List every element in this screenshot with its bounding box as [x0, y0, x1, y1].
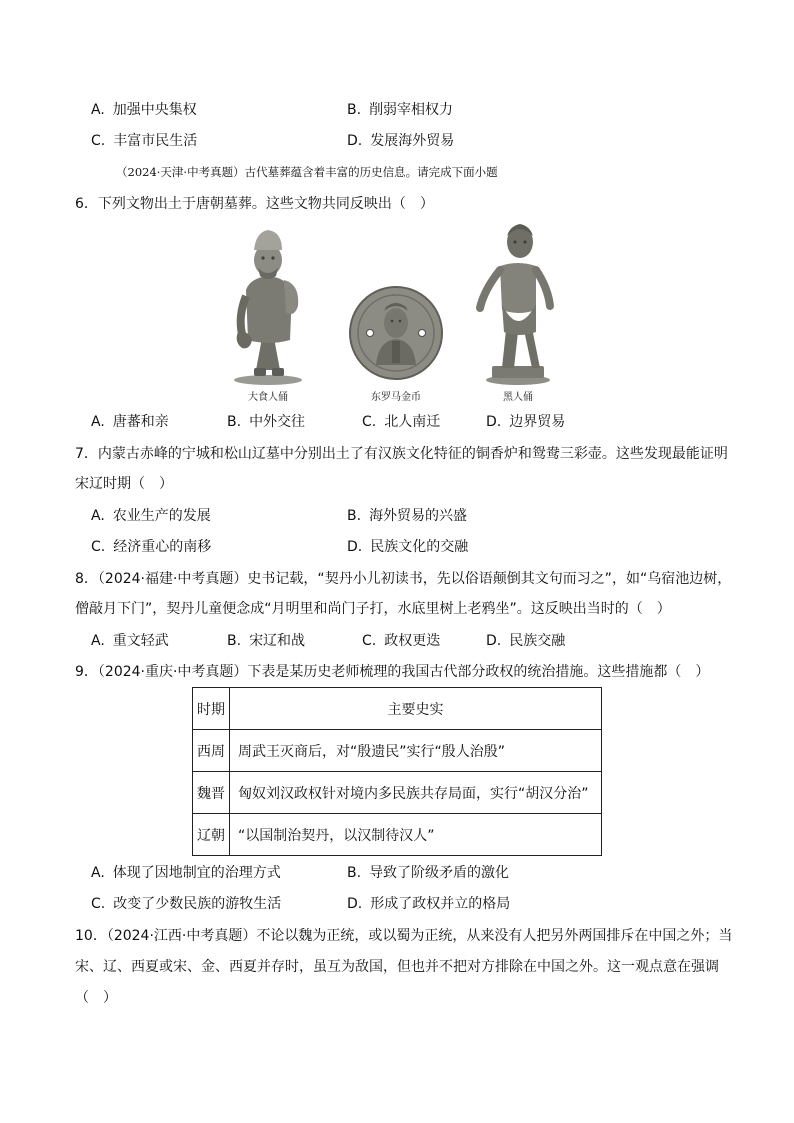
option-letter: C. [91, 896, 106, 912]
table-header-facts: 主要史实 [230, 688, 602, 730]
q5-option-b[interactable] [347, 100, 453, 120]
caption-black-figurine: 黑人俑 [503, 392, 533, 403]
dashi-figurine-image [228, 220, 308, 385]
q6-stem: 6．下列文物出土于唐朝墓葬。这些文物共同反映出（ ） [75, 196, 434, 212]
option-text: 海外贸易的兴盛 [369, 508, 468, 524]
q8-stem-line2: 僧敲月下门”，契丹儿童便念成“月明里和尚门子打，水底里树上老鸦坐”。这反映出当时的（ ） [75, 601, 671, 617]
caption-byzantine-coin: 东罗马金币 [371, 392, 421, 403]
q5-option-a[interactable] [91, 100, 197, 120]
table-row [193, 814, 602, 856]
option-letter: D. [347, 133, 363, 149]
q6-option-a[interactable] [91, 412, 169, 432]
option-letter: B. [227, 414, 242, 430]
table-header-period: 时期 [193, 688, 230, 730]
q6-option-c[interactable] [362, 412, 440, 432]
q9-option-d[interactable] [347, 894, 510, 914]
table-cell-fact: 匈奴刘汉政权针对境内多民族共存局面，实行“胡汉分治” [230, 772, 602, 814]
table-cell-period: 西周 [193, 730, 230, 772]
option-text: 宋辽和战 [249, 633, 306, 649]
table-cell-period: 魏晋 [193, 772, 230, 814]
option-text: 削弱宰相权力 [369, 102, 454, 118]
option-letter: A. [91, 508, 105, 524]
q7-option-b[interactable] [347, 506, 467, 526]
black-figurine-image [474, 220, 558, 385]
option-text: 加强中央集权 [112, 102, 197, 118]
q8-option-d[interactable] [486, 631, 565, 651]
q7-option-c[interactable] [91, 537, 211, 557]
q8-stem-line1: 8．（2024·福建·中考真题）史书记载，“契丹小儿初读书，先以俗语颠倒其文句而习之”，如“乌宿池边树， [75, 571, 732, 587]
q8-option-a[interactable] [91, 631, 169, 651]
q10-stem-line3: （ ） [75, 990, 117, 1006]
option-letter: A. [91, 633, 105, 649]
option-text: 中外交往 [249, 414, 306, 430]
q5-option-c[interactable] [91, 131, 197, 151]
option-text: 发展海外贸易 [370, 133, 455, 149]
q8-option-c[interactable] [362, 631, 440, 651]
option-letter: B. [347, 508, 362, 524]
table-cell-fact: “以国制治契丹，以汉制待汉人” [230, 814, 602, 856]
option-text: 丰富市民生活 [113, 133, 198, 149]
option-text: 民族文化的交融 [370, 539, 469, 555]
option-text: 边界贸易 [509, 414, 566, 430]
q5-option-d[interactable] [347, 131, 454, 151]
q7-option-a[interactable] [91, 506, 211, 526]
q7-option-d[interactable] [347, 537, 468, 557]
table-row [193, 730, 602, 772]
option-letter: C. [91, 539, 106, 555]
table-cell-fact: 周武王灭商后，对“殷遗民”实行“殷人治殷” [230, 730, 602, 772]
option-text: 政权更迭 [384, 633, 441, 649]
q6-option-d[interactable] [486, 412, 565, 432]
q8-option-b[interactable] [227, 631, 305, 651]
q7-stem-line2: 宋辽时期（ ） [75, 476, 173, 492]
q6-option-b[interactable] [227, 412, 305, 432]
q10-stem-line1: 10．（2024·江西·中考真题）不论以魏为正统，或以蜀为正统，从来没有人把另外两国排斥在中国之外；当 [75, 928, 733, 944]
group-intro: （2024·天津·中考真题）古代墓葬蕴含着丰富的历史信息。请完成下面小题 [116, 165, 498, 179]
option-text: 经济重心的南移 [113, 539, 212, 555]
option-letter: D. [486, 414, 502, 430]
table-row [193, 772, 602, 814]
option-letter: B. [347, 102, 362, 118]
option-text: 改变了少数民族的游牧生活 [113, 896, 282, 912]
option-letter: C. [362, 633, 377, 649]
option-letter: B. [227, 633, 242, 649]
q9-option-c[interactable] [91, 894, 281, 914]
option-letter: A. [91, 102, 105, 118]
q10-stem-line2: 宋、辽、西夏或宋、金、西夏并存时，虽互为敌国，但也并不把对方排除在中国之外。这一观点意在强调 [75, 959, 719, 975]
caption-dashi-figurine: 大食人俑 [248, 392, 288, 403]
byzantine-coin-image [348, 285, 444, 381]
option-text: 农业生产的发展 [112, 508, 211, 524]
option-text: 重文轻武 [112, 633, 169, 649]
option-text: 导致了阶级矛盾的激化 [369, 865, 510, 881]
option-text: 体现了因地制宜的治理方式 [112, 865, 281, 881]
q7-stem-line1: 7．内蒙古赤峰的宁城和松山辽墓中分别出土了有汉族文化特征的铜香炉和鸳鸯三彩壶。这些发现最能证明 [75, 446, 728, 462]
table-header-row [193, 688, 602, 730]
option-letter: C. [362, 414, 377, 430]
q9-option-a[interactable] [91, 863, 281, 883]
option-letter: D. [486, 633, 502, 649]
option-letter: A. [91, 414, 105, 430]
option-text: 唐蕃和亲 [112, 414, 169, 430]
q9-table [192, 687, 602, 856]
option-text: 民族交融 [509, 633, 566, 649]
q9-option-b[interactable] [347, 863, 509, 883]
option-letter: D. [347, 539, 363, 555]
option-letter: C. [91, 133, 106, 149]
option-letter: B. [347, 865, 362, 881]
q9-stem: 9．（2024·重庆·中考真题）下表是某历史老师梳理的我国古代部分政权的统治措施。这些措施都（ ） [75, 664, 710, 680]
option-text: 形成了政权并立的格局 [370, 896, 511, 912]
table-cell-period: 辽朝 [193, 814, 230, 856]
option-letter: D. [347, 896, 363, 912]
option-text: 北人南迁 [384, 414, 441, 430]
option-letter: A. [91, 865, 105, 881]
